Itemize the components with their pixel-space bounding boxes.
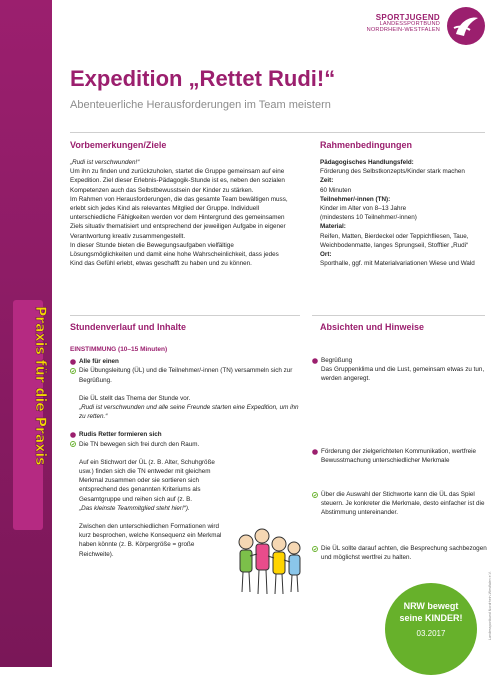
absicht-3-text: Über die Auswahl der Stichworte kann die ÜL das Spiel steuern. Je konkreter die Merkmale, desto einfacher ist die Abstimmung untereinander. (321, 491, 485, 517)
handlungsfeld-value: Förderung des Selbstkonzepts/Kinder stark machen (320, 168, 465, 176)
divider-middle-right (312, 315, 485, 316)
check-circle-icon (312, 546, 318, 552)
item2-text: Die TN bewegen sich frei durch den Raum. (79, 440, 200, 448)
bullet-dot-icon (70, 432, 76, 438)
bullet-dot-icon (312, 358, 318, 364)
zeit-value: 60 Minuten (320, 186, 352, 194)
vorbemerkungen-para2: Im Rahmen von Herausforderungen, die das gesamte Team bewältigen muss, erlebt sich jedes Kind als relevantes Mitglied der Gruppe. Individuell unterschiedliche Fähigkeiten werden vor dem Hintergrund des gemeinsamen Ziels situativ thematisiert und entsprechend der jeweiligen Aufgabe in eigener Verantwortung kreativ zusammengestellt. (70, 195, 288, 240)
section-title-absichten: Absichten und Hinweise (320, 322, 425, 332)
item2-title: Rudis Retter formieren sich (79, 431, 162, 439)
item2-text3: Zwischen den unterschiedlichen Formationen wird kurz besprochen, welche Konsequenz ein Merkmal haben könnte (z. B. Körpergröße = große Reichweite). (79, 523, 222, 558)
check-circle-icon (70, 368, 76, 374)
sportjugend-emblem-icon (446, 6, 486, 46)
vorbemerkungen-para3: In dieser Stunde bieten die Bewegungsaufgaben vielfältige Lösungsmöglichkeiten und damit eine hohe Wahrscheinlichkeit, dass jedes Kind das Gefühl erlebt, etwas geschafft zu haben und zu können. (70, 241, 279, 268)
check-circle-icon (70, 441, 76, 447)
teilnehmer-label: Teilnehmer/-innen (TN): (320, 195, 391, 203)
check-circle-icon (312, 492, 318, 498)
badge-line1: NRW bewegt (403, 601, 459, 611)
item2-title-row (70, 430, 300, 439)
rudi-quote: „Rudi ist verschwunden!“ (70, 159, 140, 166)
ort-label: Ort: (320, 251, 332, 259)
side-text: Praxis für die Praxis (32, 306, 48, 466)
page-title: Expedition „Rettet Rudi!“ (70, 66, 336, 91)
absicht-3 (312, 490, 487, 518)
item1-title-row (70, 357, 300, 366)
absicht-2-text: Förderung der zielgerichteten Kommunikation, wertfreie Bewusstmachung unterschiedlicher Merkmale (321, 448, 477, 465)
material-label: Material: (320, 223, 346, 231)
bullet-dot-icon (70, 359, 76, 365)
logo-line1: SPORTJUGEND (375, 13, 440, 22)
item1-title: Alle für einen (79, 358, 119, 366)
footer-vertical-text: Landessportbund Nordrhein-Westfalen e.V. (488, 571, 492, 640)
item1-text-row (70, 366, 300, 384)
absicht-2 (312, 447, 487, 465)
praxis-fuer-die-praxis-artwork (8, 300, 48, 530)
page-subtitle: Abenteuerliche Herausforderungen im Team meistern (70, 99, 331, 111)
section-title-vorbemerkungen: Vorbemerkungen/Ziele (70, 140, 167, 150)
nrw-bewegt-badge (385, 583, 477, 675)
side-stripe (0, 0, 52, 667)
logo-line3: NORDRHEIN-WESTFALEN (366, 27, 440, 34)
teilnehmer-value1: Kinder im Alter von 8–13 Jahre (320, 205, 407, 213)
zeit-label: Zeit: (320, 177, 334, 185)
bullet-dot-icon (312, 449, 318, 455)
absicht-1-title: Begrüßung (321, 357, 353, 364)
badge-date: 03.2017 (416, 629, 446, 638)
item1-text: Die Übungsleitung (ÜL) und die Teilnehmer/-innen (TN) versammeln sich zur Begrüßung. (79, 367, 293, 384)
divider-middle-left (70, 315, 300, 316)
absicht-4-text: Die ÜL sollte darauf achten, die Besprechung sachbezogen und möglichst wertfrei zu halten. (321, 545, 487, 562)
teilnehmer-value2: (mindestens 10 Teilnehmer/-innen) (320, 214, 417, 222)
absicht-1-text: Das Gruppenklima und die Lust, gemeinsam etwas zu tun, werden angeregt. (321, 366, 485, 383)
badge-line2: seine KINDER! (399, 613, 463, 623)
sportjugend-logo (326, 6, 486, 46)
section-title-rahmen: Rahmenbedingungen (320, 140, 412, 150)
divider-top (70, 132, 485, 133)
item1-quote: „Rudi ist verschwunden und alle seine Freunde starten eine Expedition, um ihn zu retten.“ (79, 404, 299, 421)
item2-quote: „Das kleinste Teammitglied steht hier!“). (79, 504, 190, 512)
team-illustration (232, 520, 307, 610)
absicht-1 (312, 356, 487, 384)
vorbemerkungen-text (70, 158, 288, 268)
rahmenbedingungen-text (320, 158, 480, 268)
item2-text-row (70, 440, 300, 449)
material-value: Reifen, Matten, Bierdeckel oder Teppichfliesen, Taue, Weichbodenmatte, langes Sprungseil, Stofftier „Rudi“ (320, 232, 469, 249)
item1-text2: Die ÜL stellt das Thema der Stunde vor. (79, 394, 191, 402)
absicht-4 (312, 544, 487, 562)
vorbemerkungen-para1: Um ihn zu finden und zurückzuholen, startet die Gruppe gemeinsam auf eine Expedition. Ziel dieser Erlebnis-Pädagogik-Stunde ist es, neben den sozialen Kompetenzen auch das Selbstbewusstsein der Kinder zu stärken. (70, 168, 285, 194)
item2-text2: Auf ein Stichwort der ÜL (z. B. Alter, Schuhgröße usw.) finden sich die TN entweder mit gleichem Merkmal zusammen oder sie sortieren sich entsprechend des genannten Kriteriums als Gesamtgruppe und reihen sich auf (z. B. (79, 458, 215, 503)
einstimmung-heading: EINSTIMMUNG (10–15 Minuten) (70, 346, 168, 353)
section-title-stundenverlauf: Stundenverlauf und Inhalte (70, 322, 187, 332)
ort-value: Sporthalle, ggf. mit Materialvariationen Wiese und Wald (320, 260, 475, 268)
logo-line2: LANDESSPORTBUND (379, 21, 440, 28)
handlungsfeld-label: Pädagogisches Handlungsfeld: (320, 159, 414, 166)
